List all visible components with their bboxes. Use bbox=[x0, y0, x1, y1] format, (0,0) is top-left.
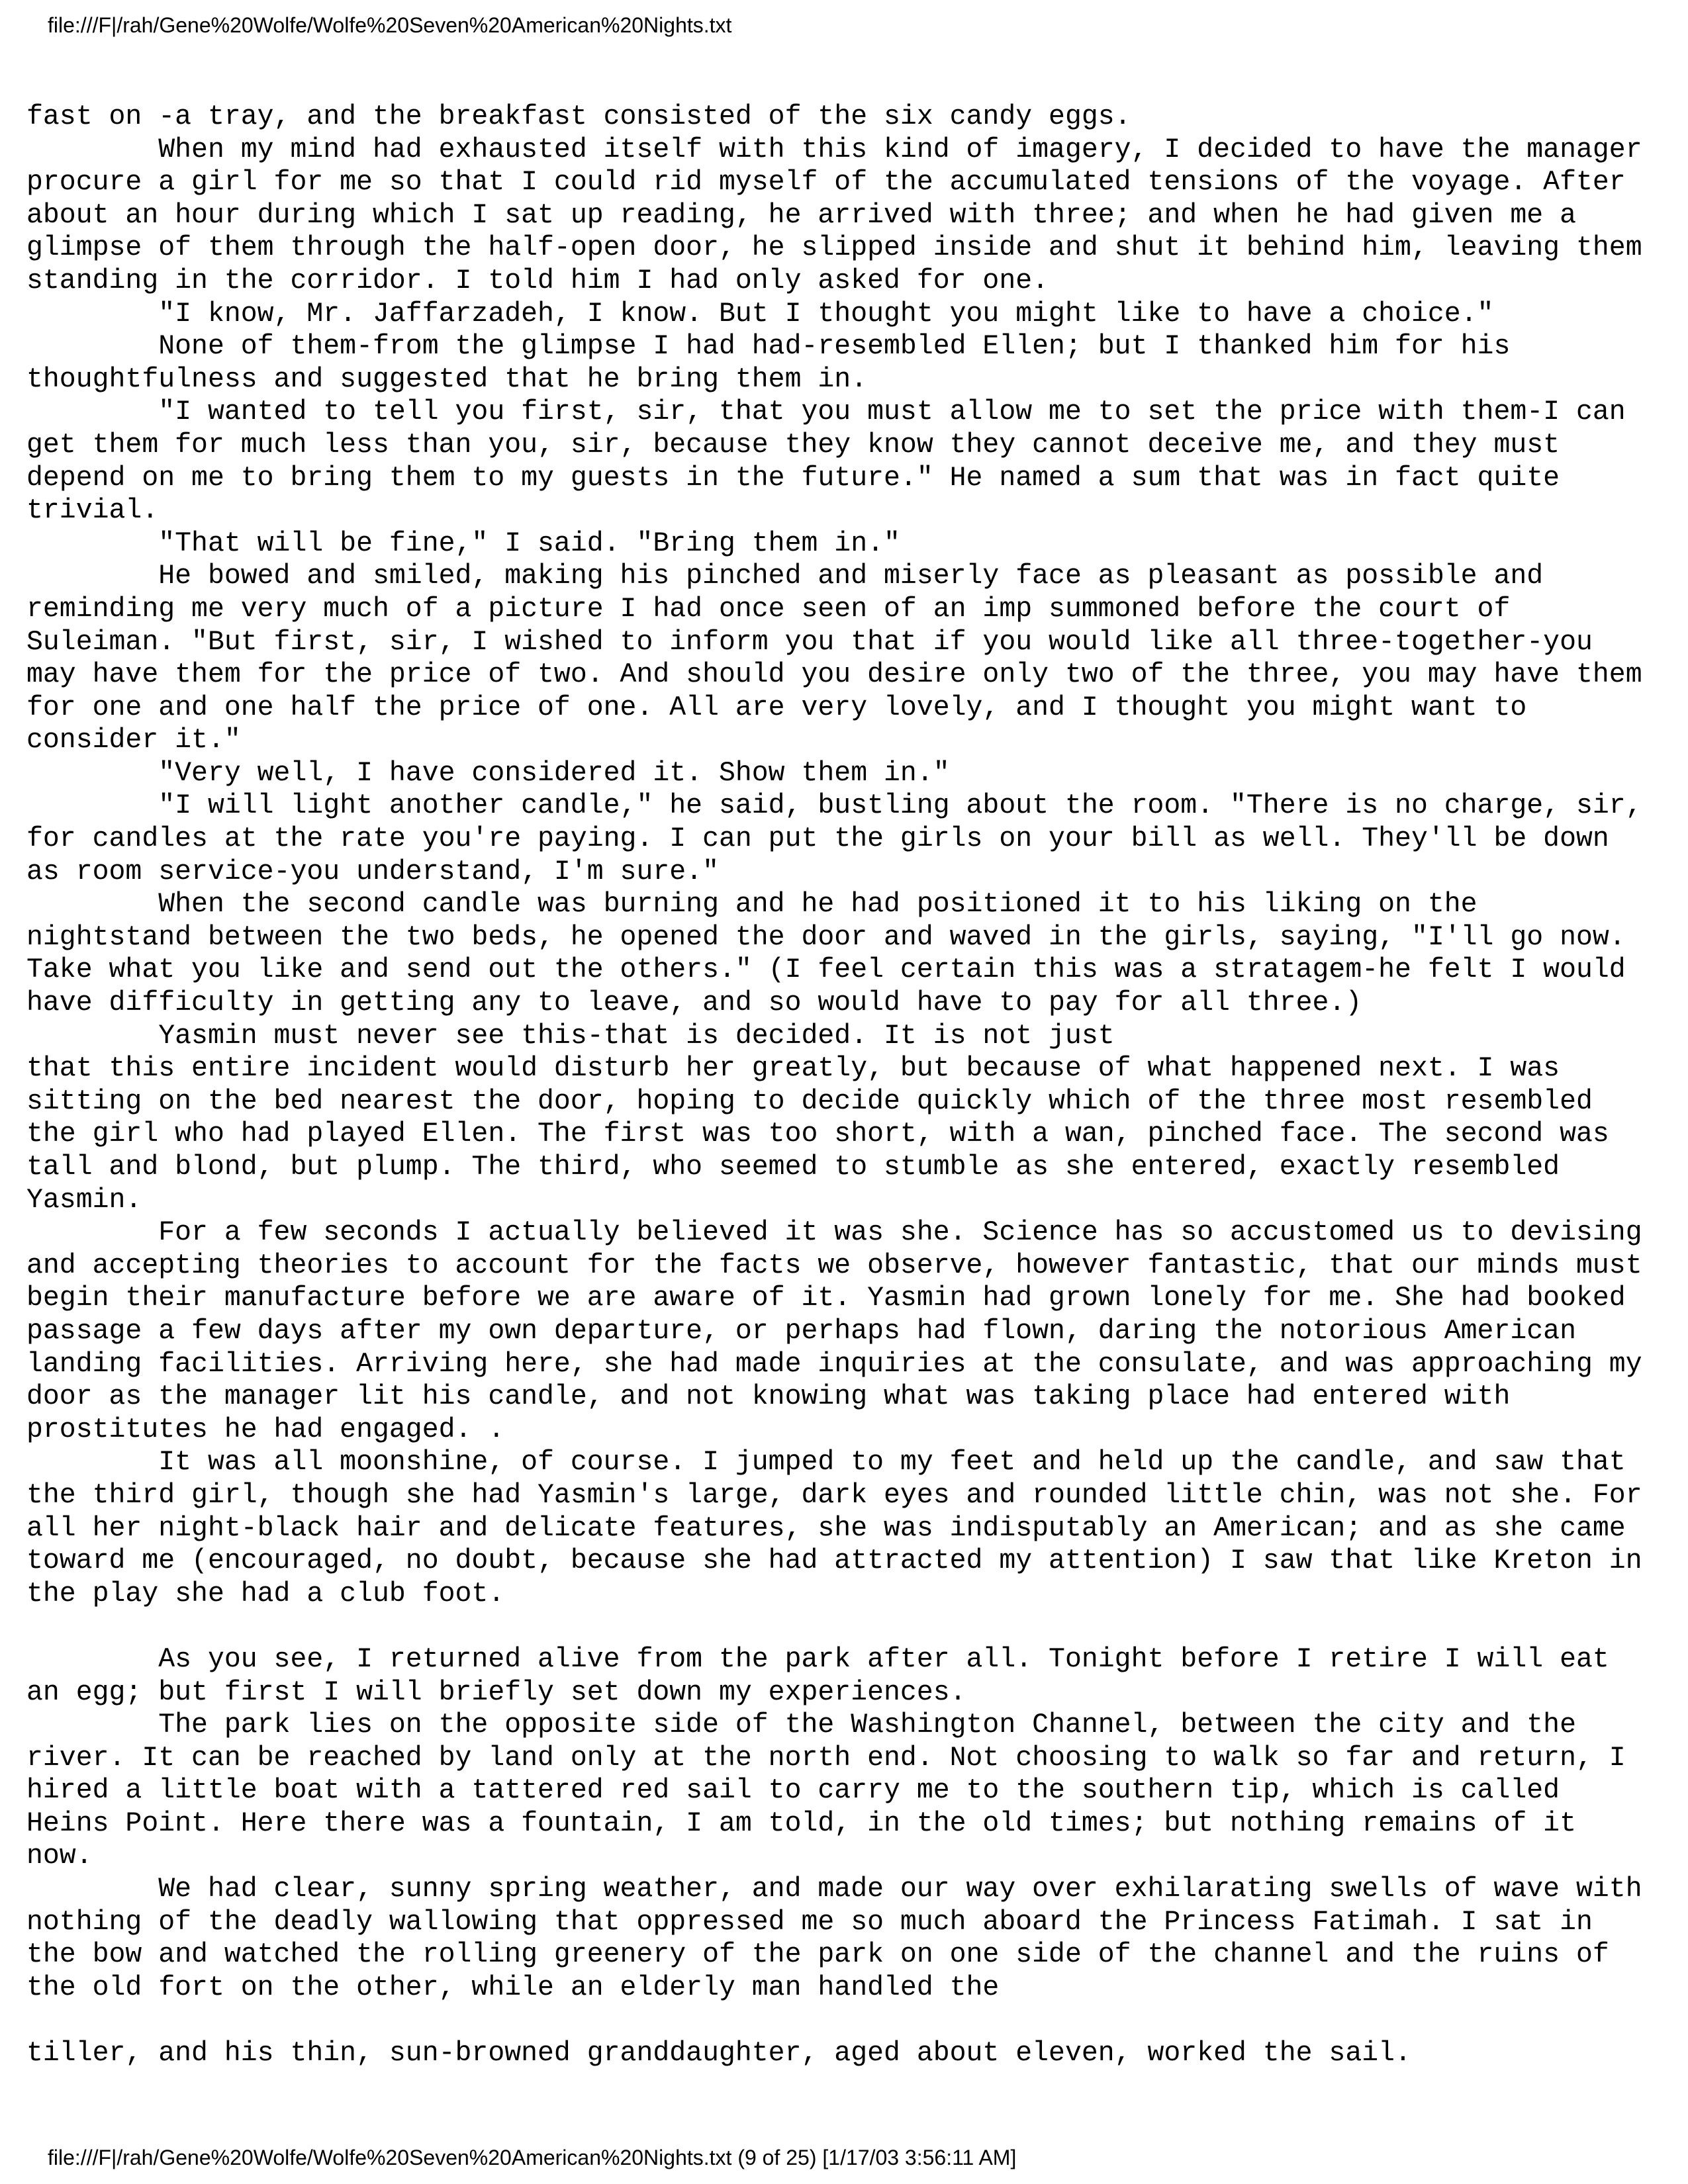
text-line: the old fort on the other, while an elderly man handled the bbox=[26, 1972, 1000, 2003]
text-line: For a few seconds I actually believed it was she. Science has so accustomed us to devising bbox=[26, 1217, 1642, 1249]
text-line: toward me (encouraged, no doubt, because she had attracted my attention) I saw that like Kreton in bbox=[26, 1545, 1642, 1577]
text-line: fast on -a tray, and the breakfast consisted of the six candy eggs. bbox=[26, 101, 1131, 132]
text-line: We had clear, sunny spring weather, and made our way over exhilarating swells of wave with bbox=[26, 1874, 1642, 1905]
text-line: river. It can be reached by land only at the north end. Not choosing to walk so far and return, I bbox=[26, 1742, 1626, 1774]
blank-line bbox=[26, 2004, 1668, 2037]
text-line: that this entire incident would disturb her greatly, but because of what happened next. I was bbox=[26, 1053, 1560, 1085]
text-line: As you see, I returned alive from the park after all. Tonight before I retire I will eat bbox=[26, 1643, 1609, 1675]
text-line: tiller, and his thin, sun-browned granddaughter, aged about eleven, worked the sail. bbox=[26, 2038, 1411, 2070]
text-line: hired a little boat with a tattered red sail to carry me to the southern tip, which is called bbox=[26, 1775, 1560, 1807]
text-line: "Very well, I have considered it. Show them in." bbox=[26, 757, 950, 789]
text-line: sitting on the bed nearest the door, hoping to decide quickly which of the three most resembled bbox=[26, 1085, 1593, 1117]
text-line: prostitutes he had engaged. . bbox=[26, 1414, 505, 1445]
footer-file-path: file:///F|/rah/Gene%20Wolfe/Wolfe%20Seven%20American%20Nights.txt (9 of 25) [1/17/03 3:56:11 AM] bbox=[48, 2146, 1017, 2169]
text-line: an egg; but first I will briefly set down my experiences. bbox=[26, 1676, 966, 1708]
text-line: the play she had a club foot. bbox=[26, 1578, 505, 1610]
text-line: standing in the corridor. I told him I had only asked for one. bbox=[26, 265, 1049, 296]
text-line: about an hour during which I sat up reading, he arrived with three; and when he had given me a bbox=[26, 199, 1576, 231]
text-line: Yasmin. bbox=[26, 1184, 142, 1216]
text-line: "That will be fine," I said. "Bring them in." bbox=[26, 527, 900, 559]
text-line: now. bbox=[26, 1841, 93, 1872]
text-line: glimpse of them through the half-open door, he slipped inside and shut it behind him, leaving them bbox=[26, 232, 1642, 264]
text-line: reminding me very much of a picture I had once seen of an imp summoned before the court of bbox=[26, 593, 1511, 625]
text-line: may have them for the price of two. And should you desire only two of the three, you may have them bbox=[26, 659, 1642, 691]
text-line: Heins Point. Here there was a fountain, I am told, in the old times; but nothing remains of it bbox=[26, 1807, 1576, 1839]
text-line: When my mind had exhausted itself with this kind of imagery, I decided to have the manager bbox=[26, 134, 1642, 165]
text-line: landing facilities. Arriving here, she had made inquiries at the consulate, and was approaching my bbox=[26, 1348, 1642, 1380]
text-line: "I wanted to tell you first, sir, that you must allow me to set the price with them-I can bbox=[26, 396, 1626, 428]
text-line: trivial. bbox=[26, 495, 159, 527]
text-line: door as the manager lit his candle, and not knowing what was taking place had entered with bbox=[26, 1381, 1511, 1413]
blank-line bbox=[26, 1610, 1668, 1643]
text-line: for one and one half the price of one. All are very lovely, and I thought you might want to bbox=[26, 692, 1527, 723]
text-line: the bow and watched the rolling greenery of the park on one side of the channel and the ruins of bbox=[26, 1939, 1609, 1971]
text-line: get them for much less than you, sir, because they know they cannot deceive me, and they must bbox=[26, 429, 1560, 461]
header-file-path: file:///F|/rah/Gene%20Wolfe/Wolfe%20Seven%20American%20Nights.txt bbox=[48, 13, 732, 37]
text-line: nothing of the deadly wallowing that oppressed me so much aboard the Princess Fatimah. I sat in bbox=[26, 1906, 1593, 1938]
text-line: depend on me to bring them to my guests in the future." He named a sum that was in fact quite bbox=[26, 462, 1560, 494]
text-line: nightstand between the two beds, he opened the door and waved in the girls, saying, "I'll go now. bbox=[26, 921, 1626, 953]
text-line: "I will light another candle," he said, bustling about the room. "There is no charge, sir, bbox=[26, 790, 1642, 822]
text-line: begin their manufacture before we are aware of it. Yasmin had grown lonely for me. She had booked bbox=[26, 1283, 1626, 1314]
text-line: have difficulty in getting any to leave, and so would have to pay for all three.) bbox=[26, 987, 1362, 1019]
text-line: None of them-from the glimpse I had had-resembled Ellen; but I thanked him for his bbox=[26, 331, 1511, 363]
text-line: thoughtfulness and suggested that he bring them in. bbox=[26, 363, 868, 395]
text-line: consider it." bbox=[26, 725, 241, 756]
text-line: procure a girl for me so that I could rid myself of the accumulated tensions of the voyage. After bbox=[26, 167, 1626, 199]
text-line: Suleiman. "But first, sir, I wished to inform you that if you would like all three-together-you bbox=[26, 626, 1593, 658]
text-line: tall and blond, but plump. The third, who seemed to stumble as she entered, exactly resembled bbox=[26, 1152, 1560, 1183]
text-line: Yasmin must never see this-that is decided. It is not just bbox=[26, 1020, 1115, 1052]
text-line: He bowed and smiled, making his pinched and miserly face as pleasant as possible and bbox=[26, 561, 1544, 592]
document-text bbox=[26, 101, 1668, 2070]
text-line: When the second candle was burning and he had positioned it to his liking on the bbox=[26, 889, 1477, 921]
text-line: and accepting theories to account for the facts we observe, however fantastic, that our minds must bbox=[26, 1250, 1642, 1281]
text-line: passage a few days after my own departure, or perhaps had flown, daring the notorious American bbox=[26, 1315, 1576, 1347]
text-line: Take what you like and send out the others." (I feel certain this was a stratagem-he felt I would bbox=[26, 954, 1626, 986]
text-line: The park lies on the opposite side of the Washington Channel, between the city and the bbox=[26, 1709, 1576, 1741]
text-line: "I know, Mr. Jaffarzadeh, I know. But I thought you might like to have a choice." bbox=[26, 298, 1494, 330]
text-line: for candles at the rate you're paying. I can put the girls on your bill as well. They'll be down bbox=[26, 823, 1609, 855]
text-line: the third girl, though she had Yasmin's large, dark eyes and rounded little chin, was not she. For bbox=[26, 1479, 1642, 1511]
text-line: as room service-you understand, I'm sure." bbox=[26, 856, 719, 887]
text-line: It was all moonshine, of course. I jumped to my feet and held up the candle, and saw that bbox=[26, 1447, 1626, 1479]
text-line: the girl who had played Ellen. The first was too short, with a wan, pinched face. The second was bbox=[26, 1118, 1609, 1150]
text-line: all her night-black hair and delicate features, she was indisputably an American; and as she came bbox=[26, 1512, 1626, 1544]
